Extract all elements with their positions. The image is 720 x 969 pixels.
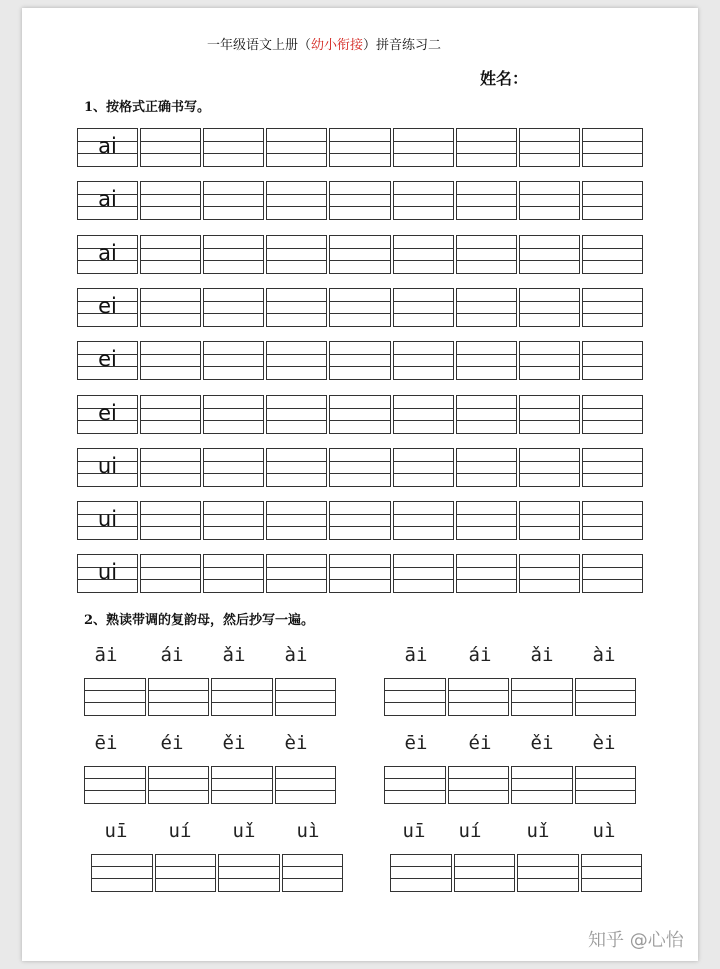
writing-cell[interactable] bbox=[456, 235, 517, 274]
writing-cell[interactable] bbox=[519, 501, 580, 540]
writing-cell[interactable] bbox=[266, 235, 327, 274]
writing-cell[interactable] bbox=[511, 766, 573, 804]
writing-cell[interactable] bbox=[456, 395, 517, 434]
writing-cell[interactable] bbox=[384, 678, 446, 716]
writing-cell[interactable] bbox=[203, 341, 264, 380]
title-suffix: ）拼音练习二 bbox=[363, 38, 442, 53]
writing-cell[interactable] bbox=[519, 554, 580, 593]
writing-cell[interactable] bbox=[84, 678, 146, 716]
example-cell bbox=[77, 448, 138, 487]
writing-cell[interactable] bbox=[582, 181, 643, 220]
writing-cell[interactable] bbox=[582, 128, 643, 167]
title-prefix: 一年级语文上册（ bbox=[207, 38, 312, 53]
tone-syllable: uī bbox=[402, 820, 426, 842]
writing-cell[interactable] bbox=[582, 501, 643, 540]
tone-syllable: uì bbox=[592, 820, 616, 842]
section2-heading: 2、熟读带调的复韵母，然后抄写一遍。 bbox=[84, 613, 315, 628]
writing-row bbox=[77, 448, 643, 487]
writing-cell[interactable] bbox=[266, 288, 327, 327]
tone-syllable: ēi bbox=[404, 732, 428, 754]
example-syllable: ei bbox=[98, 400, 117, 425]
tone-syllable: ái bbox=[160, 644, 184, 666]
writing-cell[interactable] bbox=[575, 766, 637, 804]
example-syllable: ei bbox=[98, 347, 117, 372]
writing-cell[interactable] bbox=[393, 288, 454, 327]
writing-cell[interactable] bbox=[140, 128, 201, 167]
writing-cell[interactable] bbox=[582, 554, 643, 593]
writing-cell[interactable] bbox=[203, 395, 264, 434]
tone-writing-grid bbox=[390, 854, 642, 892]
writing-cell[interactable] bbox=[91, 854, 153, 892]
writing-cell[interactable] bbox=[582, 341, 643, 380]
example-syllable: ai bbox=[98, 134, 117, 158]
writing-cell[interactable] bbox=[329, 128, 390, 167]
writing-cell[interactable] bbox=[519, 128, 580, 167]
writing-cell[interactable] bbox=[519, 181, 580, 220]
writing-cell[interactable] bbox=[519, 288, 580, 327]
writing-row bbox=[77, 395, 643, 434]
writing-cell[interactable] bbox=[203, 235, 264, 274]
writing-cell[interactable] bbox=[203, 448, 264, 487]
writing-cell[interactable] bbox=[266, 448, 327, 487]
writing-row bbox=[77, 128, 643, 167]
writing-cell[interactable] bbox=[393, 235, 454, 274]
writing-row bbox=[77, 501, 643, 540]
writing-cell[interactable] bbox=[519, 235, 580, 274]
worksheet-page bbox=[22, 8, 698, 961]
tone-syllable: èi bbox=[592, 732, 616, 754]
writing-cell[interactable] bbox=[266, 128, 327, 167]
writing-cell[interactable] bbox=[384, 766, 446, 804]
writing-cell[interactable] bbox=[266, 341, 327, 380]
tone-writing-grid bbox=[84, 766, 336, 804]
writing-cell[interactable] bbox=[581, 854, 643, 892]
example-cell bbox=[77, 395, 138, 434]
tone-syllable: uǐ bbox=[232, 820, 256, 842]
tone-writing-grid bbox=[384, 678, 636, 716]
writing-cell[interactable] bbox=[390, 854, 452, 892]
example-cell bbox=[77, 341, 138, 380]
example-cell bbox=[77, 181, 138, 220]
writing-cell[interactable] bbox=[211, 678, 273, 716]
writing-cell[interactable] bbox=[454, 854, 516, 892]
writing-cell[interactable] bbox=[456, 128, 517, 167]
writing-cell[interactable] bbox=[282, 854, 344, 892]
tone-syllable: uī bbox=[104, 820, 128, 842]
example-cell bbox=[77, 288, 138, 327]
tone-syllable: āi bbox=[404, 644, 428, 666]
writing-cell[interactable] bbox=[456, 341, 517, 380]
writing-cell[interactable] bbox=[329, 448, 390, 487]
writing-cell[interactable] bbox=[393, 448, 454, 487]
writing-cell[interactable] bbox=[582, 288, 643, 327]
writing-cell[interactable] bbox=[329, 288, 390, 327]
writing-cell[interactable] bbox=[329, 235, 390, 274]
writing-cell[interactable] bbox=[140, 288, 201, 327]
writing-row bbox=[77, 554, 643, 593]
writing-cell[interactable] bbox=[517, 854, 579, 892]
writing-cell[interactable] bbox=[211, 766, 273, 804]
page-title bbox=[207, 34, 441, 53]
writing-cell[interactable] bbox=[329, 554, 390, 593]
tone-syllable: ài bbox=[284, 644, 308, 666]
writing-row bbox=[77, 181, 643, 220]
example-cell bbox=[77, 235, 138, 274]
writing-cell[interactable] bbox=[140, 448, 201, 487]
writing-cell[interactable] bbox=[582, 235, 643, 274]
tone-writing-grid bbox=[384, 766, 636, 804]
writing-cell[interactable] bbox=[203, 501, 264, 540]
example-syllable: ei bbox=[98, 293, 117, 318]
writing-cell[interactable] bbox=[140, 235, 201, 274]
writing-cell[interactable] bbox=[275, 678, 337, 716]
tone-syllable: uì bbox=[296, 820, 320, 842]
writing-cell[interactable] bbox=[266, 395, 327, 434]
writing-cell[interactable] bbox=[456, 448, 517, 487]
writing-cell[interactable] bbox=[140, 395, 201, 434]
writing-cell[interactable] bbox=[329, 501, 390, 540]
tone-syllable: ái bbox=[468, 644, 492, 666]
writing-cell[interactable] bbox=[393, 501, 454, 540]
writing-cell[interactable] bbox=[448, 678, 510, 716]
writing-cell[interactable] bbox=[275, 766, 337, 804]
example-cell bbox=[77, 501, 138, 540]
writing-row bbox=[77, 341, 643, 380]
tone-syllable: éi bbox=[468, 732, 492, 754]
writing-cell[interactable] bbox=[329, 181, 390, 220]
tone-syllable: èi bbox=[284, 732, 308, 754]
example-syllable: ai bbox=[98, 240, 117, 265]
writing-cell[interactable] bbox=[203, 288, 264, 327]
example-cell bbox=[77, 128, 138, 167]
tone-syllable: uǐ bbox=[526, 820, 550, 842]
tone-syllable: āi bbox=[94, 644, 118, 666]
writing-cell[interactable] bbox=[203, 554, 264, 593]
writing-cell[interactable] bbox=[456, 554, 517, 593]
tone-syllable: ǎi bbox=[530, 644, 554, 666]
example-syllable: ui bbox=[97, 453, 118, 478]
writing-cell[interactable] bbox=[456, 501, 517, 540]
writing-cell[interactable] bbox=[456, 288, 517, 327]
writing-cell[interactable] bbox=[393, 341, 454, 380]
writing-cell[interactable] bbox=[575, 678, 637, 716]
writing-cell[interactable] bbox=[148, 766, 210, 804]
writing-cell[interactable] bbox=[148, 678, 210, 716]
tone-syllable: ěi bbox=[530, 732, 554, 754]
writing-cell[interactable] bbox=[140, 554, 201, 593]
writing-cell[interactable] bbox=[519, 448, 580, 487]
watermark: 知乎 @心怡 bbox=[588, 930, 684, 951]
writing-cell[interactable] bbox=[218, 854, 280, 892]
writing-cell[interactable] bbox=[329, 395, 390, 434]
writing-cell[interactable] bbox=[393, 395, 454, 434]
writing-cell[interactable] bbox=[393, 554, 454, 593]
writing-cell[interactable] bbox=[519, 341, 580, 380]
tone-syllable: ǎi bbox=[222, 644, 246, 666]
writing-cell[interactable] bbox=[266, 181, 327, 220]
writing-cell[interactable] bbox=[140, 181, 201, 220]
writing-row bbox=[77, 288, 643, 327]
writing-cell[interactable] bbox=[266, 554, 327, 593]
name-label: 姓名： bbox=[480, 69, 529, 88]
section1-heading: 1、按格式正确书写。 bbox=[84, 100, 211, 115]
tone-writing-grid bbox=[84, 678, 336, 716]
writing-cell[interactable] bbox=[519, 395, 580, 434]
tone-syllable: ài bbox=[592, 644, 616, 666]
writing-cell[interactable] bbox=[84, 766, 146, 804]
title-highlight: 幼小衔接 bbox=[311, 38, 364, 53]
writing-cell[interactable] bbox=[266, 501, 327, 540]
writing-row bbox=[77, 235, 643, 274]
writing-cell[interactable] bbox=[456, 181, 517, 220]
example-cell bbox=[77, 554, 138, 593]
writing-cell[interactable] bbox=[203, 181, 264, 220]
writing-cell[interactable] bbox=[140, 501, 201, 540]
tone-syllable: ěi bbox=[222, 732, 246, 754]
tone-syllable: uí bbox=[168, 820, 192, 842]
writing-cell[interactable] bbox=[511, 678, 573, 716]
writing-cell[interactable] bbox=[393, 128, 454, 167]
tone-syllable: uí bbox=[458, 820, 482, 842]
writing-cell[interactable] bbox=[203, 128, 264, 167]
example-syllable: ui bbox=[97, 507, 118, 532]
writing-cell[interactable] bbox=[448, 766, 510, 804]
writing-cell[interactable] bbox=[582, 448, 643, 487]
writing-cell[interactable] bbox=[140, 341, 201, 380]
tone-syllable: ēi bbox=[94, 732, 118, 754]
writing-cell[interactable] bbox=[582, 395, 643, 434]
tone-writing-grid bbox=[91, 854, 343, 892]
example-syllable: ai bbox=[98, 187, 117, 212]
writing-cell[interactable] bbox=[155, 854, 217, 892]
tone-syllable: éi bbox=[160, 732, 184, 754]
writing-cell[interactable] bbox=[329, 341, 390, 380]
writing-cell[interactable] bbox=[393, 181, 454, 220]
example-syllable: ui bbox=[97, 560, 118, 585]
